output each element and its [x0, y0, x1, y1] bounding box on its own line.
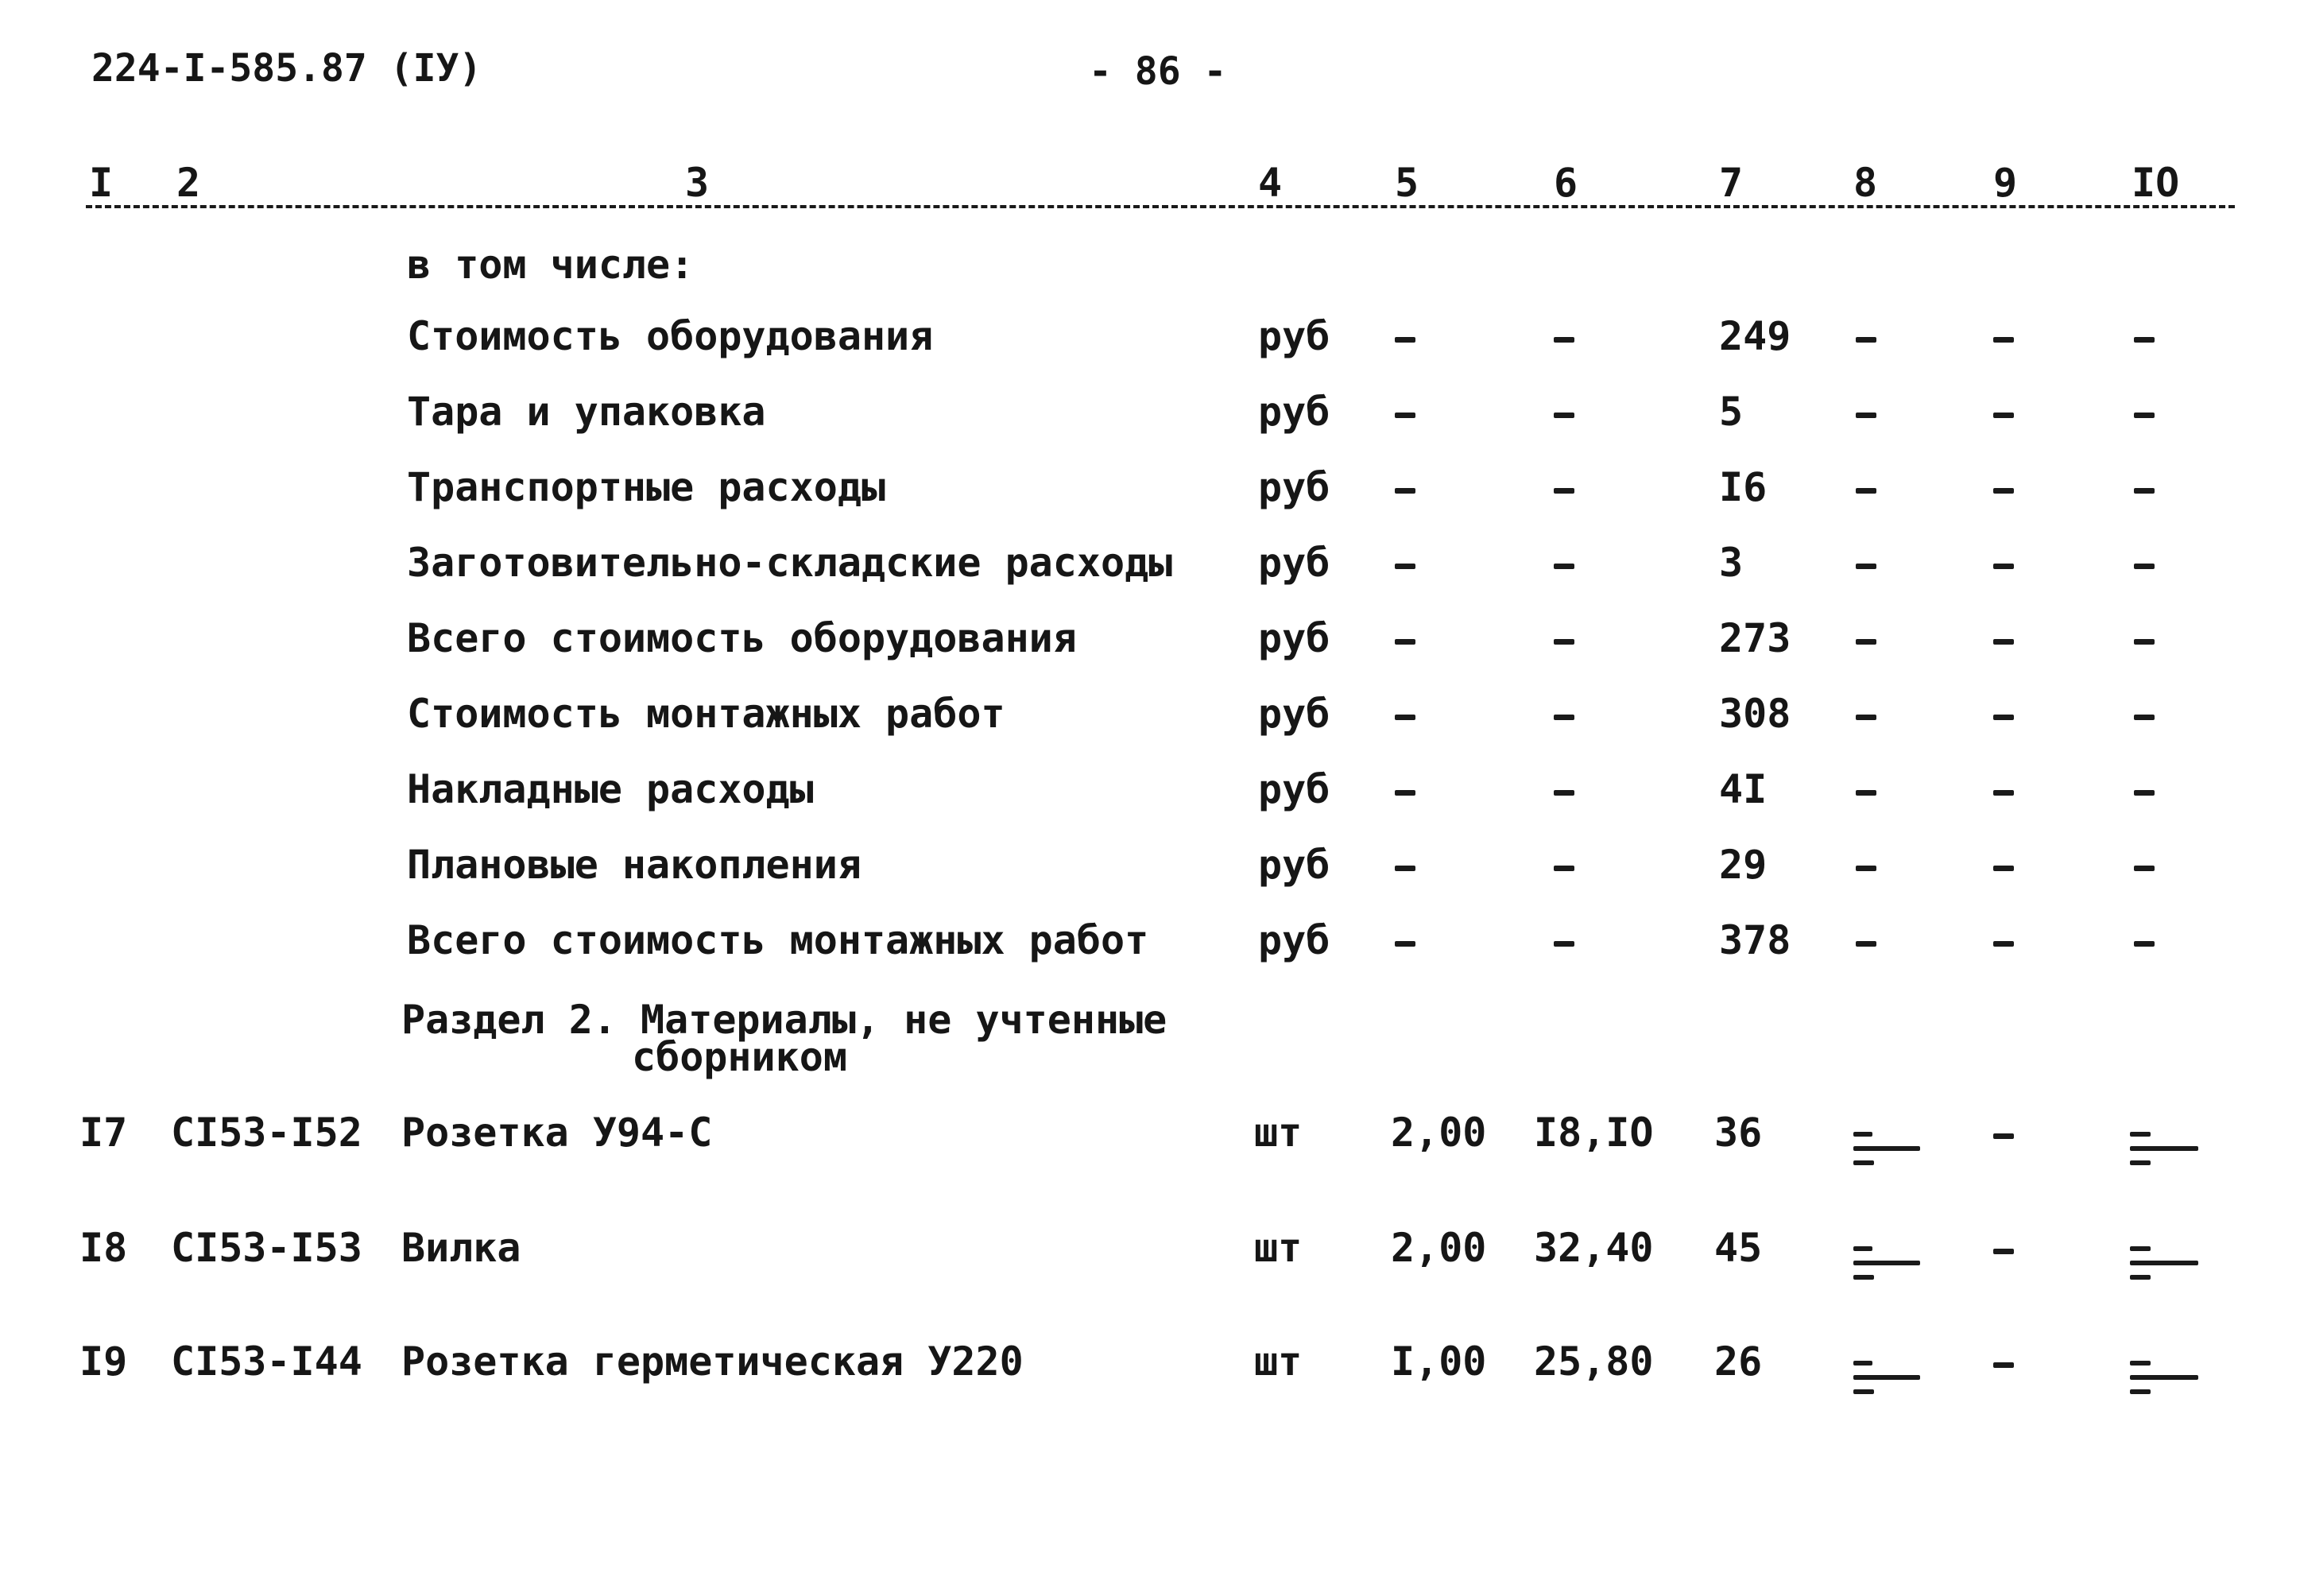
- dash-r9-c9: [1993, 941, 2014, 947]
- row-name: Тара и упаковка: [407, 389, 766, 435]
- dash-r2-c5: [1395, 413, 1415, 418]
- item-unit: шт: [1254, 1225, 1303, 1271]
- row-name: Всего стоимость монтажных работ: [407, 917, 1149, 963]
- dash-r8-c8: [1856, 866, 1876, 871]
- row-name: Накладные расходы: [407, 766, 814, 812]
- dash-r8-c9: [1993, 866, 2014, 871]
- item-col9-dash: [1993, 1249, 2014, 1254]
- row-unit: руб: [1258, 540, 1330, 586]
- subheading-including: в том числе:: [407, 242, 695, 288]
- section-heading-cont: сборником: [632, 1034, 847, 1080]
- row-name: Стоимость монтажных работ: [407, 691, 1005, 737]
- row-name: Стоимость оборудования: [407, 313, 934, 359]
- dash-r7-c9: [1993, 790, 2014, 796]
- dash-r1-c5: [1395, 337, 1415, 343]
- dash-r7-c6: [1554, 790, 1574, 796]
- column-number-2: 2: [176, 160, 201, 206]
- dash-r8-c10: [2134, 866, 2155, 871]
- ditto-mark-icon: [1853, 1127, 1925, 1175]
- dash-r6-c10: [2134, 715, 2155, 720]
- dash-r4-c5: [1395, 564, 1415, 569]
- item-code: CI53-I44: [171, 1338, 362, 1385]
- dash-r2-c6: [1554, 413, 1574, 418]
- row-total: 273: [1719, 615, 1791, 661]
- dash-r9-c10: [2134, 941, 2155, 947]
- dash-r6-c8: [1856, 715, 1876, 720]
- row-total: I6: [1719, 464, 1768, 510]
- row-total: 308: [1719, 691, 1791, 737]
- dash-r5-c5: [1395, 639, 1415, 645]
- item-name: Розетка герметическая У220: [401, 1338, 1024, 1385]
- item-price: 25,80: [1534, 1338, 1654, 1385]
- row-unit: руб: [1258, 389, 1330, 435]
- row-unit: руб: [1258, 766, 1330, 812]
- column-number-10: IO: [2132, 160, 2180, 206]
- document-code: 224-I-585.87 (IУ): [91, 46, 482, 91]
- item-number: I7: [79, 1110, 128, 1156]
- item-name: Розетка У94-С: [401, 1110, 713, 1156]
- row-unit: руб: [1258, 464, 1330, 510]
- dash-r6-c5: [1395, 715, 1415, 720]
- dash-r7-c10: [2134, 790, 2155, 796]
- item-unit: шт: [1254, 1110, 1303, 1156]
- dash-r3-c9: [1993, 488, 2014, 494]
- dash-r4-c9: [1993, 564, 2014, 569]
- dash-r2-c8: [1856, 413, 1876, 418]
- item-code: CI53-I52: [171, 1110, 362, 1156]
- dash-r5-c10: [2134, 639, 2155, 645]
- column-number-7: 7: [1719, 160, 1744, 206]
- dash-r4-c10: [2134, 564, 2155, 569]
- column-number-3: 3: [685, 160, 710, 206]
- item-price: 32,40: [1534, 1225, 1654, 1271]
- dash-r6-c6: [1554, 715, 1574, 720]
- ditto-mark-icon: [1853, 1356, 1925, 1404]
- item-name: Вилка: [401, 1225, 521, 1271]
- dash-r1-c10: [2134, 337, 2155, 343]
- item-total: 26: [1714, 1338, 1763, 1385]
- row-unit: руб: [1258, 842, 1330, 888]
- item-col9-dash: [1993, 1133, 2014, 1139]
- dash-r7-c5: [1395, 790, 1415, 796]
- row-name: Всего стоимость оборудования: [407, 615, 1077, 661]
- dash-r2-c10: [2134, 413, 2155, 418]
- row-total: 378: [1719, 917, 1791, 963]
- row-name: Заготовительно-складские расходы: [407, 540, 1173, 586]
- dash-r7-c8: [1856, 790, 1876, 796]
- dash-r5-c9: [1993, 639, 2014, 645]
- dash-r5-c8: [1856, 639, 1876, 645]
- column-number-6: 6: [1554, 160, 1578, 206]
- column-number-4: 4: [1258, 160, 1283, 206]
- row-total: 3: [1719, 540, 1744, 586]
- item-quantity: 2,00: [1391, 1225, 1487, 1271]
- dash-r9-c5: [1395, 941, 1415, 947]
- section-heading: Раздел 2. Материалы, не учтенные: [401, 997, 1167, 1043]
- row-total: 4I: [1719, 766, 1768, 812]
- dash-r3-c8: [1856, 488, 1876, 494]
- dash-r5-c6: [1554, 639, 1574, 645]
- item-col9-dash: [1993, 1362, 2014, 1368]
- item-price: I8,IO: [1534, 1110, 1654, 1156]
- dash-r3-c5: [1395, 488, 1415, 494]
- item-quantity: I,00: [1391, 1338, 1487, 1385]
- dash-r1-c9: [1993, 337, 2014, 343]
- dash-r2-c9: [1993, 413, 2014, 418]
- row-unit: руб: [1258, 313, 1330, 359]
- dash-r8-c6: [1554, 866, 1574, 871]
- dash-r3-c10: [2134, 488, 2155, 494]
- column-number-8: 8: [1853, 160, 1878, 206]
- dash-r3-c6: [1554, 488, 1574, 494]
- item-number: I9: [79, 1338, 128, 1385]
- dash-r1-c8: [1856, 337, 1876, 343]
- ditto-mark-icon: [2130, 1127, 2201, 1175]
- row-unit: руб: [1258, 917, 1330, 963]
- row-total: 29: [1719, 842, 1768, 888]
- item-total: 36: [1714, 1110, 1763, 1156]
- dash-r4-c8: [1856, 564, 1876, 569]
- row-unit: руб: [1258, 691, 1330, 737]
- row-name: Транспортные расходы: [407, 464, 886, 510]
- row-unit: руб: [1258, 615, 1330, 661]
- item-total: 45: [1714, 1225, 1763, 1271]
- dash-r9-c8: [1856, 941, 1876, 947]
- row-total: 249: [1719, 313, 1791, 359]
- dash-r8-c5: [1395, 866, 1415, 871]
- item-quantity: 2,00: [1391, 1110, 1487, 1156]
- dash-r6-c9: [1993, 715, 2014, 720]
- column-number-5: 5: [1395, 160, 1419, 206]
- item-code: CI53-I53: [171, 1225, 362, 1271]
- column-header-rule: [86, 205, 2235, 208]
- column-number-1: I: [89, 160, 114, 206]
- ditto-mark-icon: [2130, 1242, 2201, 1289]
- item-number: I8: [79, 1225, 128, 1271]
- ditto-mark-icon: [1853, 1242, 1925, 1289]
- item-unit: шт: [1254, 1338, 1303, 1385]
- page-number: - 86 -: [1089, 49, 1227, 94]
- dash-r9-c6: [1554, 941, 1574, 947]
- dash-r1-c6: [1554, 337, 1574, 343]
- column-number-9: 9: [1993, 160, 2018, 206]
- ditto-mark-icon: [2130, 1356, 2201, 1404]
- row-total: 5: [1719, 389, 1744, 435]
- dash-r4-c6: [1554, 564, 1574, 569]
- row-name: Плановые накопления: [407, 842, 862, 888]
